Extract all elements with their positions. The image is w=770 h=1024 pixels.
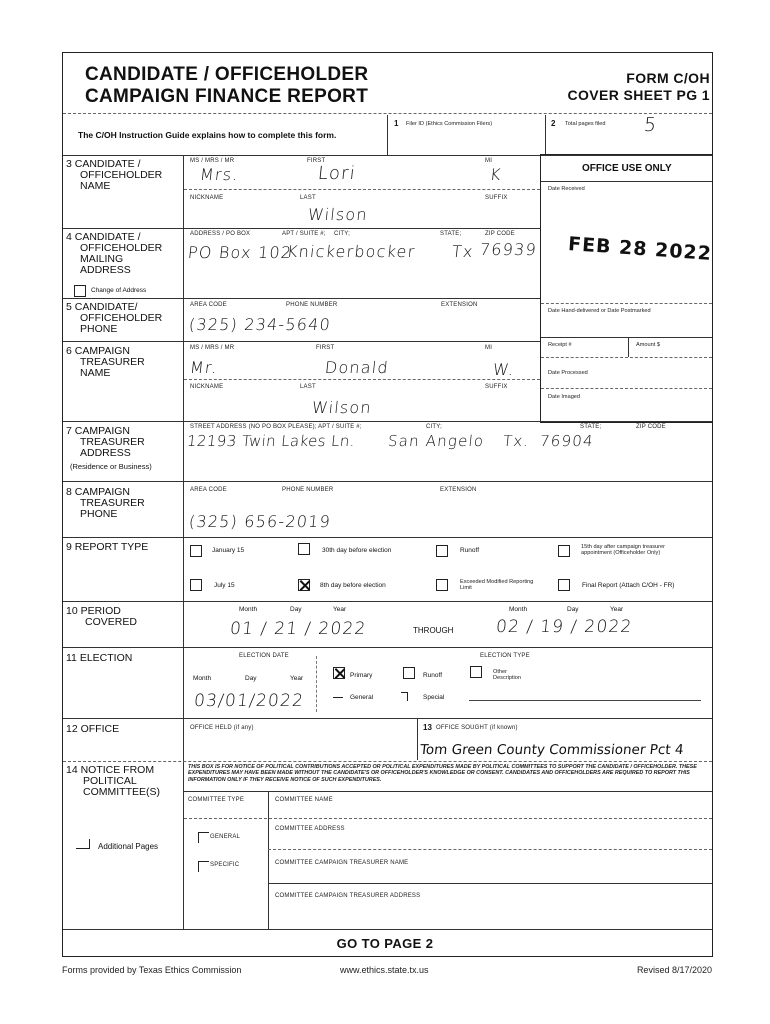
- election-year-label: Year: [290, 675, 304, 682]
- candidate-city[interactable]: Knickerbocker: [286, 242, 417, 261]
- footer-url[interactable]: www.ethics.state.tx.us: [340, 965, 429, 975]
- treasurer-state-label: STATE;: [580, 424, 602, 430]
- row-divider: [63, 228, 540, 229]
- extension-label: EXTENSION: [441, 302, 478, 308]
- form-title-line1: CANDIDATE / OFFICEHOLDER: [85, 64, 369, 85]
- field-divider: [268, 849, 712, 850]
- office-use-box: [540, 154, 713, 423]
- office-divider: [628, 337, 629, 357]
- candidate-last-name[interactable]: Wilson: [307, 205, 369, 224]
- filer-id-number: 1: [394, 119, 399, 128]
- election-other-checkbox[interactable]: [470, 666, 482, 678]
- zip-label: ZIP CODE: [485, 231, 515, 237]
- total-pages-value[interactable]: 5: [642, 114, 659, 136]
- section-12-label: 12 OFFICE: [66, 723, 120, 735]
- address-label: ADDRESS / PO BOX: [190, 231, 251, 237]
- row-divider: [63, 341, 540, 342]
- footer-provider: Forms provided by Texas Ethics Commission: [62, 965, 242, 975]
- row-divider: [184, 791, 712, 792]
- report-8day-label: 8th day before election: [320, 582, 386, 589]
- row-divider: [63, 601, 712, 602]
- footer-revised: Revised 8/17/2020: [636, 965, 712, 975]
- report-exceeded-label: Exceeded Modified Reporting Limit: [460, 579, 534, 592]
- row-divider: [63, 298, 540, 299]
- section-14-label: 14 NOTICE FROM POLITICAL COMMITTEE(S): [66, 764, 160, 798]
- section-6-label: 6 CAMPAIGN TREASURER NAME: [66, 345, 145, 379]
- office-divider: [541, 181, 712, 182]
- report-30day-checkbox[interactable]: [298, 543, 310, 555]
- report-runoff-checkbox[interactable]: [436, 545, 448, 557]
- treasurer-last-label: LAST: [300, 384, 316, 390]
- election-month-label: Month: [193, 675, 212, 682]
- election-divider: [316, 656, 317, 712]
- other-description-line: [469, 700, 701, 701]
- election-date-label: ELECTION DATE: [239, 653, 289, 659]
- candidate-phone[interactable]: (325) 234-5640: [188, 315, 332, 334]
- amount-label: Amount $: [636, 342, 660, 348]
- period-from-date[interactable]: 01 / 21 / 2022: [228, 619, 368, 639]
- candidate-title[interactable]: Mrs.: [199, 165, 240, 184]
- date-imaged-label: Date Imaged: [548, 394, 581, 400]
- election-date-value[interactable]: 03/01/2022: [192, 691, 306, 711]
- period-to-date[interactable]: 02 / 19 / 2022: [494, 617, 634, 637]
- area-code-label: AREA CODE: [190, 302, 227, 308]
- street-address-label: STREET ADDRESS (NO PO BOX PLEASE);: [190, 424, 317, 430]
- treasurer-first-name[interactable]: Donald: [324, 358, 390, 377]
- candidate-mi[interactable]: K: [489, 165, 503, 184]
- report-jan15-checkbox[interactable]: [190, 545, 202, 557]
- state-label: STATE;: [440, 231, 462, 237]
- committee-address-label: COMMITTEE ADDRESS: [275, 826, 345, 832]
- committee-treasurer-name-label: COMMITTEE CAMPAIGN TREASURER NAME: [275, 860, 409, 866]
- report-final-checkbox[interactable]: [558, 579, 570, 591]
- date-received-label: Date Received: [548, 186, 585, 192]
- section-5-label: 5 CANDIDATE/ OFFICEHOLDER PHONE: [66, 301, 163, 335]
- divider: [387, 115, 388, 155]
- hand-delivered-label: Date Hand-delivered or Date Postmarked: [548, 308, 651, 314]
- election-runoff-label: Runoff: [423, 672, 443, 679]
- report-jan15-label: January 15: [212, 547, 245, 554]
- committee-divider: [268, 791, 269, 929]
- section-9-label: 9 REPORT TYPE: [66, 541, 149, 553]
- receipt-label: Receipt #: [548, 342, 572, 348]
- committee-specific-label: SPECIFIC: [210, 862, 240, 868]
- report-runoff-label: Runoff: [460, 547, 480, 554]
- committee-general-checkbox[interactable]: [198, 832, 209, 843]
- treasurer-zip-label: ZIP CODE: [636, 424, 666, 430]
- treasurer-phone[interactable]: (325) 656-2019: [188, 512, 332, 531]
- through-label: THROUGH: [413, 626, 454, 635]
- row-divider: [63, 647, 712, 648]
- mi-label: MI: [485, 158, 493, 164]
- report-15day-checkbox[interactable]: [558, 545, 570, 557]
- treasurer-address[interactable]: 12193 Twin Lakes Ln.: [186, 432, 356, 450]
- field-divider: [184, 818, 712, 819]
- to-day-label: Day: [567, 606, 579, 613]
- divider: [417, 718, 418, 760]
- committee-treasurer-address-label: COMMITTEE CAMPAIGN TREASURER ADDRESS: [275, 893, 421, 899]
- go-to-page-2: GO TO PAGE 2: [336, 936, 434, 951]
- office-divider: [541, 303, 712, 304]
- total-pages-label: Total pages filed: [565, 121, 606, 127]
- office-divider: [541, 357, 712, 358]
- section-11-label: 11 ELECTION: [66, 652, 133, 664]
- report-8day-checkbox[interactable]: [298, 579, 310, 591]
- date-processed-label: Date Processed: [548, 370, 588, 376]
- total-pages-number: 2: [551, 119, 556, 128]
- election-other-label: Other Description: [493, 669, 521, 682]
- treasurer-mi[interactable]: W.: [492, 360, 516, 379]
- election-general-label: General: [350, 694, 374, 701]
- nickname-label: NICKNAME: [190, 195, 224, 201]
- treasurer-nickname-label: NICKNAME: [190, 384, 224, 390]
- committee-specific-checkbox[interactable]: [198, 861, 209, 872]
- section-3-label: 3 CANDIDATE / OFFICEHOLDER NAME: [66, 158, 163, 192]
- phone-number-label: PHONE NUMBER: [286, 302, 338, 308]
- election-type-label: ELECTION TYPE: [480, 653, 530, 659]
- treasurer-title[interactable]: Mr.: [189, 358, 219, 377]
- treasurer-zip[interactable]: 76904: [539, 432, 595, 450]
- report-15day-label: 15th day after campaign treasurer appointment (Officeholder Only): [581, 544, 665, 557]
- candidate-state[interactable]: Tx: [451, 242, 475, 261]
- additional-pages-label: Additional Pages: [98, 842, 159, 851]
- row-divider: [63, 421, 712, 422]
- row-divider: [63, 718, 712, 719]
- treasurer-first-label: FIRST: [316, 345, 335, 351]
- section-4-label: 4 CANDIDATE / OFFICEHOLDER MAILING ADDRESS: [66, 231, 163, 276]
- candidate-zip[interactable]: 76939: [479, 240, 538, 259]
- election-runoff-checkbox[interactable]: [403, 667, 415, 679]
- section-10-label: 10 PERIOD COVERED: [66, 605, 137, 628]
- report-jul15-label: July 15: [214, 582, 235, 589]
- candidate-address[interactable]: PO Box 102: [187, 243, 294, 262]
- checkbox-edge: [89, 839, 90, 849]
- ms-mrs-mr-label: MS / MRS / MR: [190, 158, 235, 164]
- label-column-divider: [183, 155, 184, 929]
- treasurer-apt-label: APT / SUITE #;: [318, 424, 362, 430]
- row-divider: [63, 481, 712, 482]
- section-8-label: 8 CAMPAIGN TREASURER PHONE: [66, 486, 145, 520]
- from-year-label: Year: [333, 606, 347, 613]
- treasurer-state[interactable]: Tx.: [502, 432, 531, 450]
- change-of-address-label: Change of Address: [91, 287, 147, 294]
- city-label: CITY;: [334, 231, 350, 237]
- additional-pages-checkbox[interactable]: [76, 848, 90, 849]
- treasurer-suffix-label: SUFFIX: [485, 384, 508, 390]
- committee-name-label: COMMITTEE NAME: [275, 797, 333, 803]
- to-month-label: Month: [509, 606, 528, 613]
- suffix-label: SUFFIX: [485, 195, 508, 201]
- row-divider: [63, 761, 712, 762]
- last-name-label: LAST: [300, 195, 316, 201]
- field-divider: [268, 883, 712, 884]
- received-stamp: FEB 28 2022: [567, 233, 713, 265]
- section-7-label: 7 CAMPAIGN TREASURER ADDRESS (Residence or Business): [66, 425, 152, 471]
- instruction-text: The C/OH Instruction Guide explains how to complete this form.: [78, 130, 337, 140]
- form-number: FORM C/OH: [626, 70, 710, 86]
- cover-sheet-label: COVER SHEET PG 1: [567, 87, 710, 103]
- to-year-label: Year: [610, 606, 624, 613]
- from-day-label: Day: [290, 606, 302, 613]
- election-special-label: Special: [423, 694, 445, 701]
- report-30day-label: 30th day before election: [322, 547, 392, 554]
- election-day-label: Day: [245, 675, 257, 682]
- election-primary-label: Primary: [350, 672, 373, 679]
- notice-text: THIS BOX IS FOR NOTICE OF POLITICAL CONTRIBUTIONS ACCEPTED OR POLITICAL EXPENDITURES MADE BY POLITICAL COMMITTEES TO SUPPORT THE CANDIDATE / OFFICEHOLDER. THESE EXPENDITURES MAY HAVE BEEN MADE WITHOUT THE CANDIDATE'S OR OFFICEHOLDER'S KNOWLEDGE OR CONSENT. CANDIDATES AND OFFICEHOLDERS ARE REQUIRED TO REPORT THIS INFORMATION ONLY IF THEY RECEIVE NOTICE OF SUCH EXPENDITURES.: [188, 764, 697, 783]
- section-13-number: 13: [423, 723, 432, 732]
- treasurer-area-label: AREA CODE: [190, 487, 227, 493]
- office-use-title: OFFICE USE ONLY: [582, 163, 672, 174]
- treasurer-last-name[interactable]: Wilson: [311, 398, 373, 417]
- header-divider: [63, 113, 712, 114]
- change-of-address-checkbox[interactable]: [74, 285, 86, 297]
- election-general-checkbox[interactable]: [333, 697, 343, 698]
- treasurer-city-label: CITY;: [426, 424, 442, 430]
- field-divider: [184, 189, 540, 190]
- treasurer-city[interactable]: San Angelo: [387, 432, 486, 450]
- candidate-first-name[interactable]: Lori: [316, 163, 358, 184]
- apt-suite-label: APT / SUITE #;: [282, 231, 326, 237]
- report-exceeded-checkbox[interactable]: [436, 579, 448, 591]
- report-jul15-checkbox[interactable]: [190, 579, 202, 591]
- election-special-checkbox[interactable]: [401, 692, 408, 701]
- row-divider: [63, 537, 712, 538]
- office-sought-value[interactable]: Tom Green County Commissioner Pct 4: [419, 742, 685, 758]
- from-month-label: Month: [239, 606, 258, 613]
- treasurer-ext-label: EXTENSION: [440, 487, 477, 493]
- election-primary-checkbox[interactable]: [333, 667, 345, 679]
- committee-type-label: COMMITTEE TYPE: [188, 797, 245, 803]
- form-title-line2: CAMPAIGN FINANCE REPORT: [85, 86, 369, 107]
- divider: [545, 115, 546, 155]
- office-held-label: OFFICE HELD (if any): [190, 725, 254, 731]
- treasurer-phone-label: PHONE NUMBER: [282, 487, 334, 493]
- office-divider: [541, 337, 712, 338]
- treasurer-ms-label: MS / MRS / MR: [190, 345, 235, 351]
- first-name-label: FIRST: [307, 158, 326, 164]
- row-divider: [63, 929, 712, 930]
- report-final-label: Final Report (Attach C/OH - FR): [582, 582, 675, 589]
- filer-id-label: Filer ID (Ethics Commission Filers): [406, 121, 493, 127]
- treasurer-mi-label: MI: [485, 345, 493, 351]
- office-sought-label: OFFICE SOUGHT (if known): [436, 725, 518, 731]
- office-divider: [541, 388, 712, 389]
- field-divider: [184, 379, 540, 380]
- committee-general-label: GENERAL: [210, 834, 241, 840]
